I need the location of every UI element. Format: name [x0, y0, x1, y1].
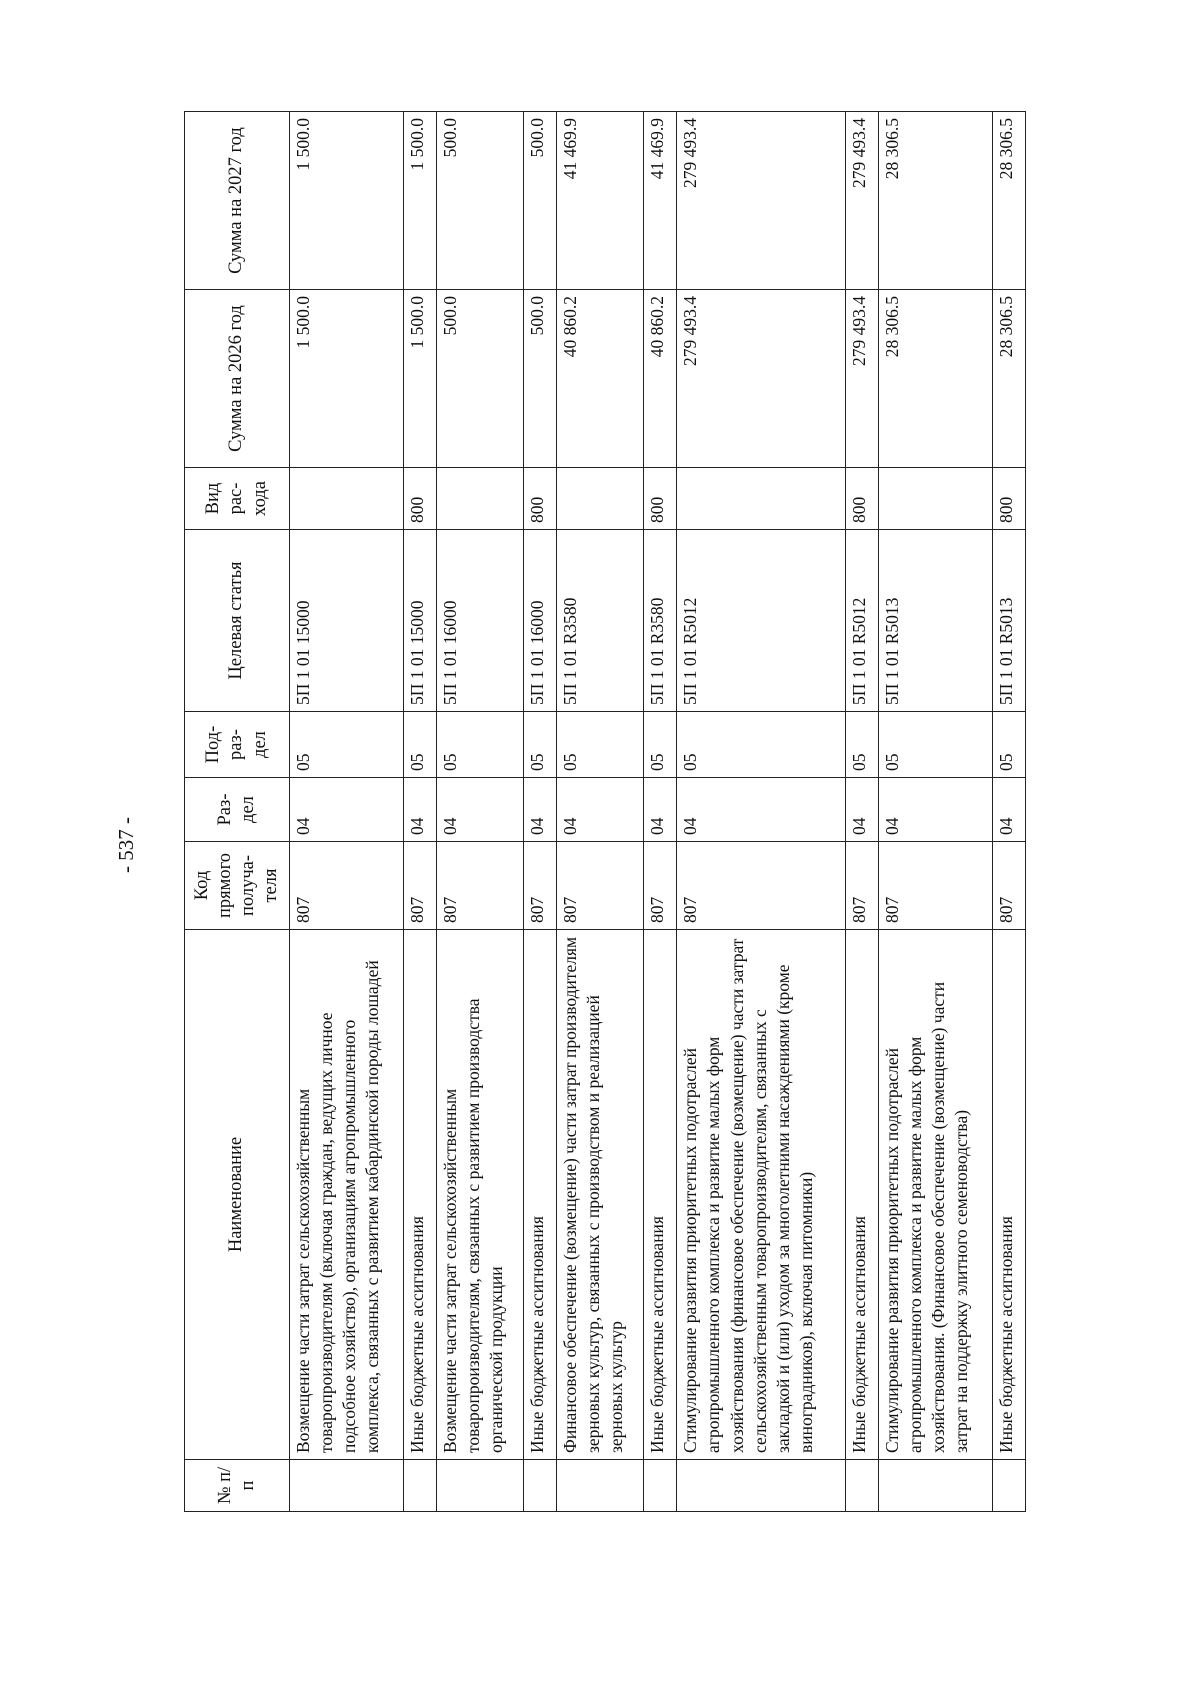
- cell-razdel: 04: [404, 778, 437, 842]
- cell-razdel: 04: [524, 778, 557, 842]
- header-sum-2026: Сумма на 2026 год: [185, 290, 290, 468]
- cell-razdel: 04: [437, 778, 524, 842]
- table-header-row: [185, 112, 290, 1512]
- cell-razdel: 04: [557, 778, 644, 842]
- cell-owner-code: 807: [878, 842, 992, 930]
- cell-target: 5П 1 01 16000: [437, 530, 524, 712]
- cell-target: 5П 1 01 15000: [290, 530, 404, 712]
- cell-name: Иные бюджетные ассигнования: [992, 930, 1025, 1460]
- cell-sum-2027: 41 469.9: [557, 112, 644, 290]
- cell-sum-2026: 500.0: [524, 290, 557, 468]
- header-sum-2027: Сумма на 2027 год: [185, 112, 290, 290]
- header-podrazdel: Под- раз- дел: [185, 712, 290, 778]
- cell-vid: [677, 468, 845, 530]
- cell-vid: [290, 468, 404, 530]
- cell-target: 5П 1 01 16000: [524, 530, 557, 712]
- cell-target: 5П 1 01 R5013: [992, 530, 1025, 712]
- cell-podrazdel: 05: [878, 712, 992, 778]
- table-row: [437, 112, 524, 1512]
- cell-target: 5П 1 01 R5012: [845, 530, 878, 712]
- cell-sum-2026: 279 493.4: [677, 290, 845, 468]
- cell-vid: [557, 468, 644, 530]
- header-owner-code: Код прямого получа- теля: [185, 842, 290, 930]
- cell-owner-code: 807: [404, 842, 437, 930]
- cell-name: Возмещение части затрат сельскохозяйственным товаропроизводителям, связанных с развитием производства органической продукции: [437, 930, 524, 1460]
- cell-vid: 800: [644, 468, 677, 530]
- cell-sum-2026: 28 306.5: [878, 290, 992, 468]
- table-row: [845, 112, 878, 1512]
- table-row: [290, 112, 404, 1512]
- cell-no: [878, 1460, 992, 1512]
- cell-name: Возмещение части затрат сельскохозяйственным товаропроизводителям (включая граждан, ведущих личное подсобное хозяйство), организациям агропромышленного комплекса, связанных с развитием кабардинской породы лошадей: [290, 930, 404, 1460]
- header-razdel: Раз- дел: [185, 778, 290, 842]
- cell-owner-code: 807: [992, 842, 1025, 930]
- cell-podrazdel: 05: [644, 712, 677, 778]
- cell-vid: [437, 468, 524, 530]
- cell-name: Финансовое обеспечение (возмещение) части затрат производителям зерновых культур, связанных с производством и реализацией зерновых культур: [557, 930, 644, 1460]
- cell-sum-2027: 28 306.5: [878, 112, 992, 290]
- cell-no: [644, 1460, 677, 1512]
- cell-podrazdel: 05: [404, 712, 437, 778]
- cell-no: [404, 1460, 437, 1512]
- table-row: [404, 112, 437, 1512]
- cell-no: [290, 1460, 404, 1512]
- cell-vid: 800: [404, 468, 437, 530]
- header-target: Целевая статья: [185, 530, 290, 712]
- cell-razdel: 04: [290, 778, 404, 842]
- cell-target: 5П 1 01 15000: [404, 530, 437, 712]
- cell-no: [845, 1460, 878, 1512]
- rotated-table-wrapper: [184, 112, 1026, 1512]
- cell-razdel: 04: [845, 778, 878, 842]
- cell-owner-code: 807: [644, 842, 677, 930]
- header-no: № п/п: [185, 1460, 290, 1512]
- cell-razdel: 04: [878, 778, 992, 842]
- cell-sum-2027: 500.0: [524, 112, 557, 290]
- cell-sum-2027: 1 500.0: [404, 112, 437, 290]
- cell-vid: 800: [524, 468, 557, 530]
- cell-owner-code: 807: [524, 842, 557, 930]
- cell-owner-code: 807: [845, 842, 878, 930]
- cell-sum-2027: 279 493.4: [677, 112, 845, 290]
- cell-podrazdel: 05: [677, 712, 845, 778]
- cell-sum-2027: 28 306.5: [992, 112, 1025, 290]
- table-row: [644, 112, 677, 1512]
- table-row: [524, 112, 557, 1512]
- cell-no: [992, 1460, 1025, 1512]
- cell-sum-2026: 279 493.4: [845, 290, 878, 468]
- cell-sum-2027: 41 469.9: [644, 112, 677, 290]
- cell-target: 5П 1 01 R5013: [878, 530, 992, 712]
- cell-name: Иные бюджетные ассигнования: [404, 930, 437, 1460]
- table-row: [557, 112, 644, 1512]
- cell-sum-2026: 40 860.2: [644, 290, 677, 468]
- cell-podrazdel: 05: [845, 712, 878, 778]
- table-row: [677, 112, 845, 1512]
- header-vid: Вид рас- хода: [185, 468, 290, 530]
- cell-sum-2026: 500.0: [437, 290, 524, 468]
- cell-target: 5П 1 01 R3580: [557, 530, 644, 712]
- cell-target: 5П 1 01 R3580: [644, 530, 677, 712]
- page-number: - 537 -: [114, 817, 138, 873]
- cell-no: [524, 1460, 557, 1512]
- cell-target: 5П 1 01 R5012: [677, 530, 845, 712]
- cell-podrazdel: 05: [290, 712, 404, 778]
- cell-name: Иные бюджетные ассигнования: [845, 930, 878, 1460]
- header-name: Наименование: [185, 930, 290, 1460]
- cell-name: Стимулирование развития приоритетных подотраслей агропромышленного комплекса и развитие малых форм хозяйствования. (Финансовое обеспечение (возмещение) части затрат на поддержку элитного семеноводства): [878, 930, 992, 1460]
- cell-sum-2026: 40 860.2: [557, 290, 644, 468]
- table-body: [290, 112, 1026, 1512]
- cell-sum-2027: 1 500.0: [290, 112, 404, 290]
- cell-name: Иные бюджетные ассигнования: [524, 930, 557, 1460]
- cell-owner-code: 807: [437, 842, 524, 930]
- cell-owner-code: 807: [290, 842, 404, 930]
- cell-no: [557, 1460, 644, 1512]
- cell-sum-2026: 1 500.0: [290, 290, 404, 468]
- cell-razdel: 04: [677, 778, 845, 842]
- cell-name: Иные бюджетные ассигнования: [644, 930, 677, 1460]
- cell-no: [677, 1460, 845, 1512]
- cell-sum-2027: 500.0: [437, 112, 524, 290]
- cell-no: [437, 1460, 524, 1512]
- cell-name: Стимулирование развития приоритетных подотраслей агропромышленного комплекса и развитие малых форм хозяйствования (финансовое обеспечение (возмещение) части затрат сельскохозяйственным товаропроизводителям, связанных с закладкой и (или) уходом за многолетними насаждениями (кроме виноградников), включая питомники): [677, 930, 845, 1460]
- cell-vid: 800: [845, 468, 878, 530]
- cell-podrazdel: 05: [557, 712, 644, 778]
- cell-owner-code: 807: [557, 842, 644, 930]
- cell-podrazdel: 05: [524, 712, 557, 778]
- cell-sum-2026: 28 306.5: [992, 290, 1025, 468]
- budget-table: [184, 111, 1026, 1512]
- cell-sum-2026: 1 500.0: [404, 290, 437, 468]
- table-row: [992, 112, 1025, 1512]
- cell-vid: 800: [992, 468, 1025, 530]
- table-row: [878, 112, 992, 1512]
- cell-razdel: 04: [992, 778, 1025, 842]
- cell-podrazdel: 05: [437, 712, 524, 778]
- cell-sum-2027: 279 493.4: [845, 112, 878, 290]
- cell-vid: [878, 468, 992, 530]
- cell-podrazdel: 05: [992, 712, 1025, 778]
- cell-owner-code: 807: [677, 842, 845, 930]
- cell-razdel: 04: [644, 778, 677, 842]
